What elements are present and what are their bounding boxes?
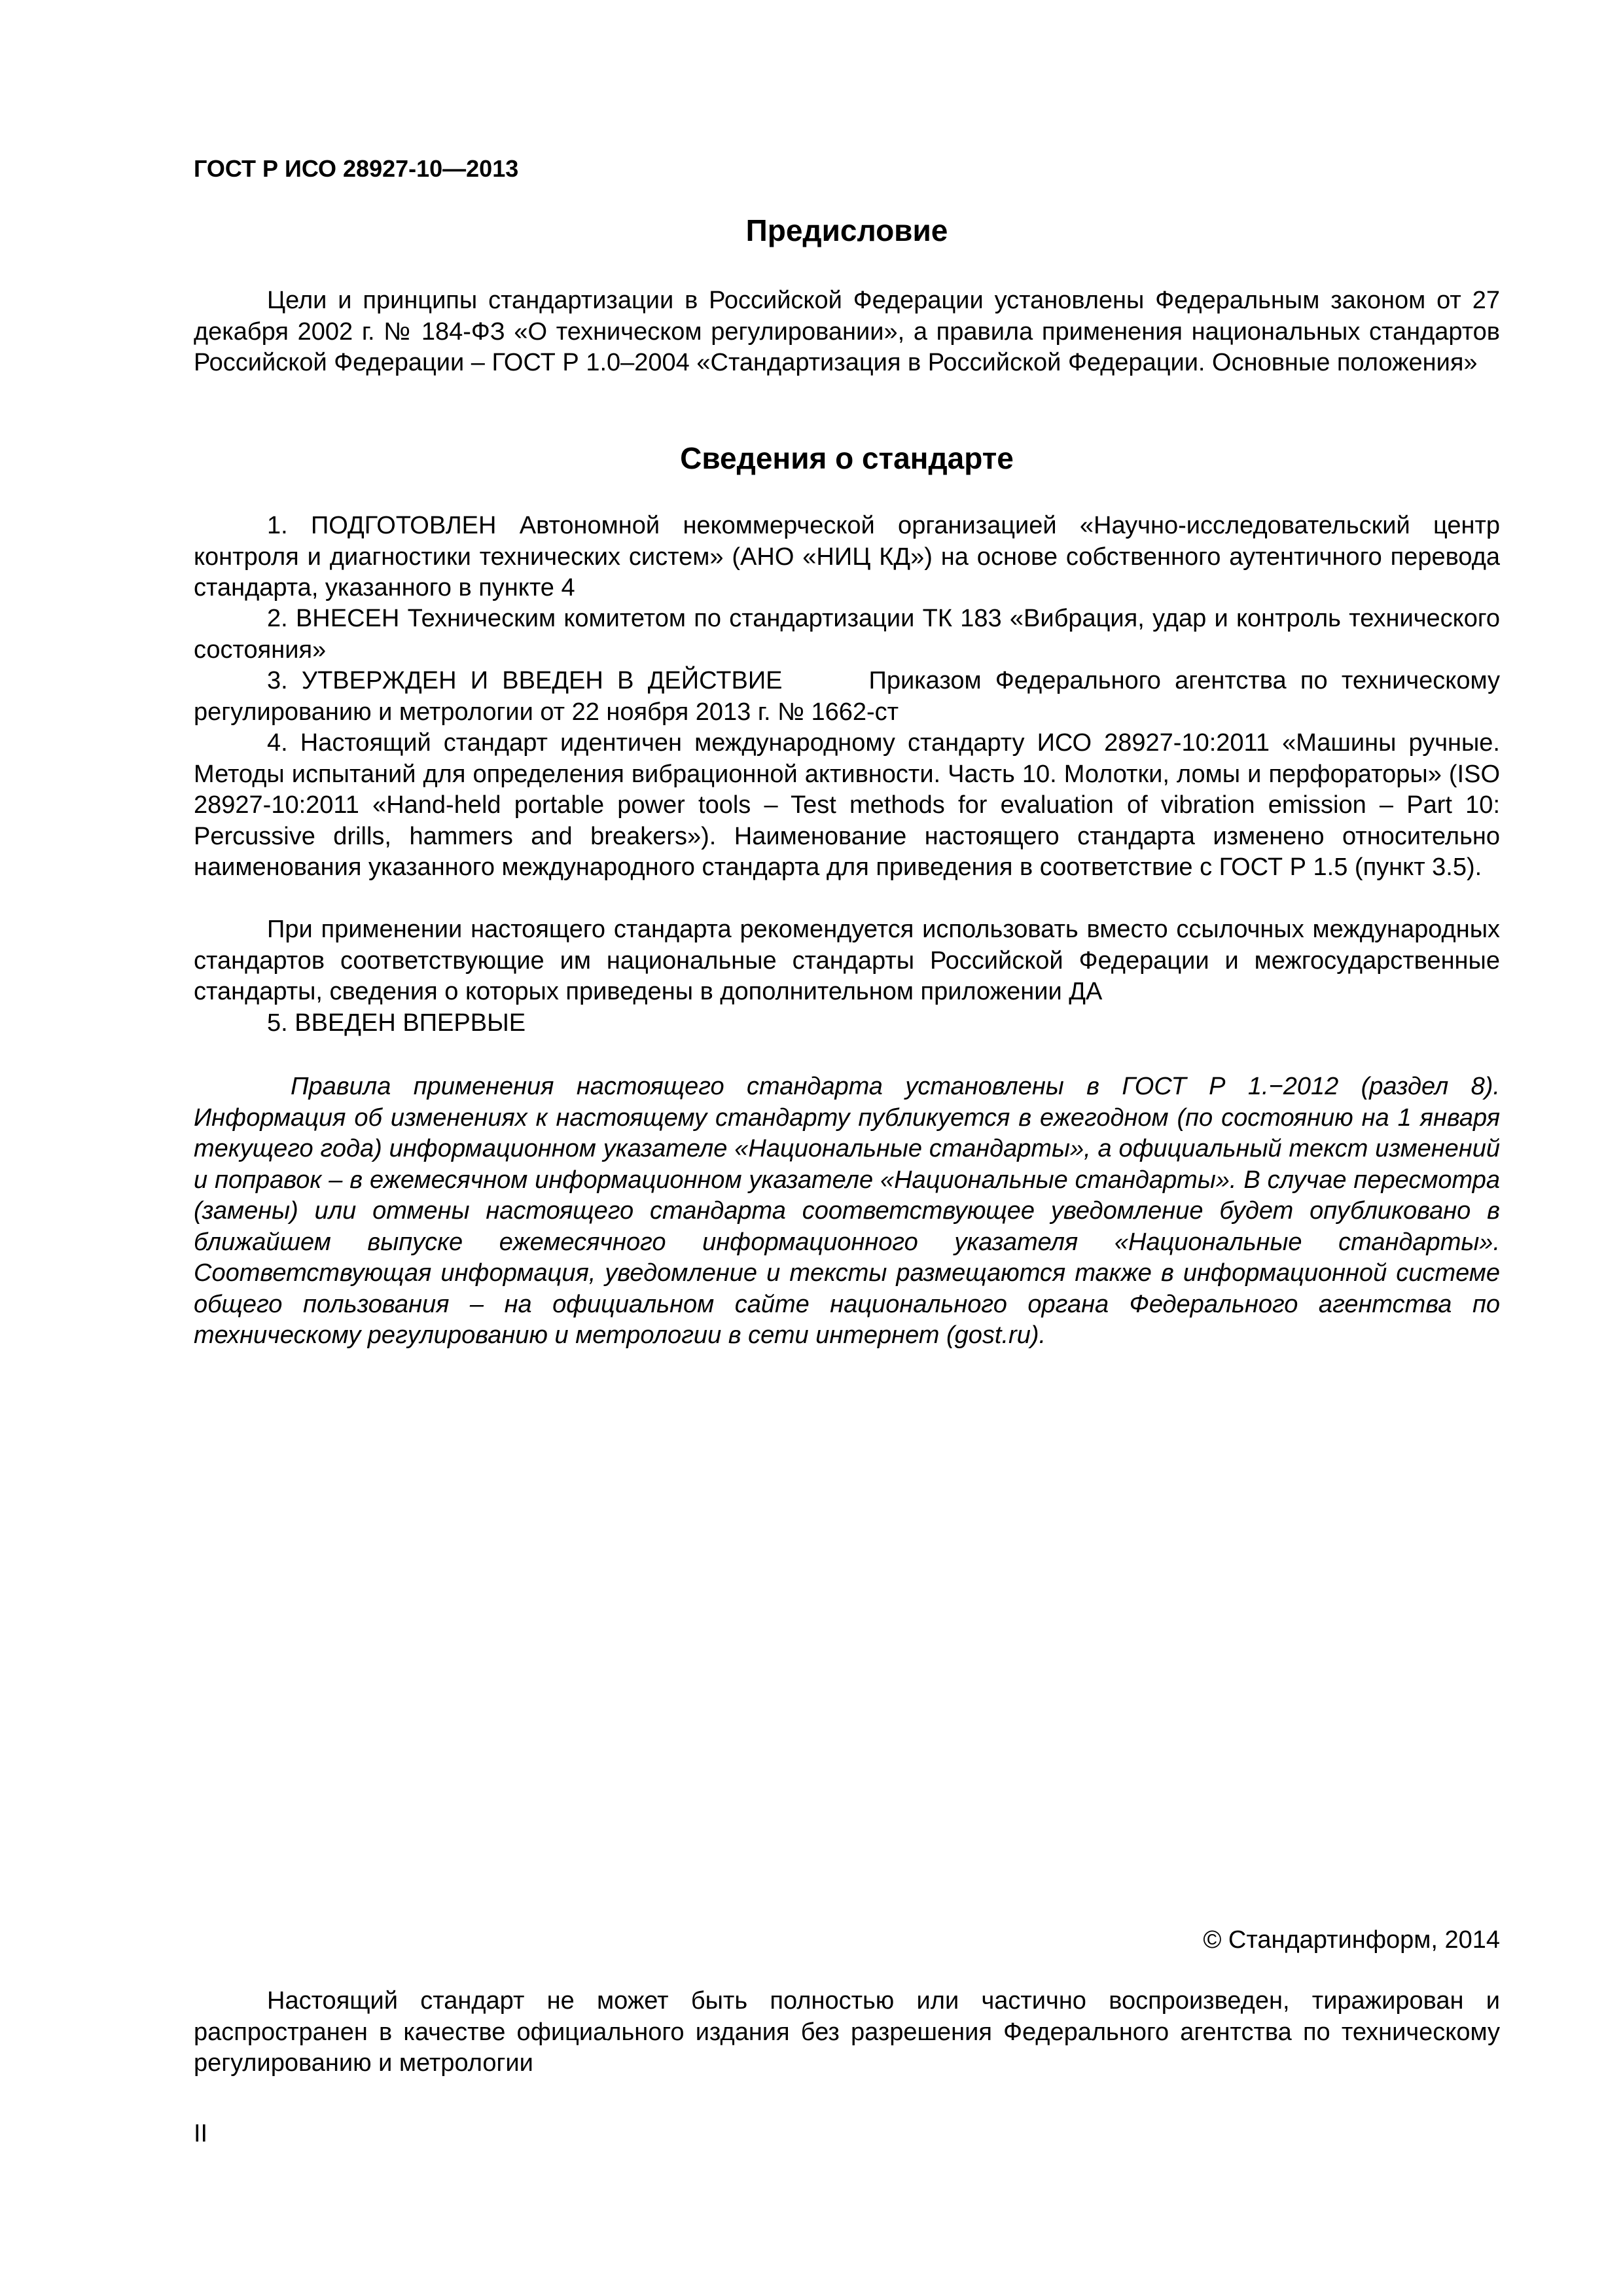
- application-rules-note: Правила применения настоящего стандарта установлены в ГОСТ Р 1.−2012 (раздел 8). Информация об изменениях к настоящему стандарту публикуется в ежегодном (по состоянию на 1 января текущего года) информационном указателе «Национальные стандарты», а официальный текст изменений и поправок – в ежемесячном информационном указателе «Национальные стандарты». В случае пересмотра (замены) или отмены настоящего стандарта соответствующее уведомление будет опубликовано в ближайшем выпуске ежемесячного информационного указателя «Национальные стандарты». Соответствующая информация, уведомление и тексты размещаются также в информационной системе общего пользования – на официальном сайте национального органа Федерального агентства по техническому регулированию и метрологии в сети интернет (gost.ru).: [194, 1073, 1500, 1349]
- page-number: II: [194, 2120, 208, 2147]
- reproduction-notice: Настоящий стандарт не может быть полностью или частично воспроизведен, тиражирован и распространен в качестве официального издания без разрешения Федерального агентства по техническому регулированию и метрологии: [194, 1987, 1500, 2077]
- info-item-approved-label: 3. УТВЕРЖДЕН И ВВЕДЕН В ДЕЙСТВИЕ: [267, 667, 783, 694]
- document-page: [194, 0, 1500, 2296]
- foreword-title: Предисловие: [745, 213, 948, 247]
- info-item-approved-text: Приказом Федерального агентства по техническому регулированию и метрологии от 22 ноября 2013 г. № 1662-ст: [194, 667, 1501, 726]
- info-item-approved: [194, 666, 1500, 728]
- info-item-submitted: 2. ВНЕСЕН Техническим комитетом по стандартизации ТК 183 «Вибрация, удар и контроль технического состояния»: [194, 605, 1500, 664]
- copyright-line: © Стандартинформ, 2014: [1203, 1926, 1500, 1954]
- info-item-references-note: При применении настоящего стандарта рекомендуется использовать вместо ссылочных международных стандартов соответствующие им национальные стандарты Российской Федерации и межгосударственные стандарты, сведения о которых приведены в дополнительном приложении ДА: [194, 916, 1500, 1005]
- standard-code-header: ГОСТ Р ИСО 28927-10—2013: [194, 155, 519, 182]
- standard-info-title: Сведения о стандарте: [680, 441, 1014, 475]
- info-item-first-introduced: 5. ВВЕДЕН ВПЕРВЫЕ: [267, 1009, 526, 1037]
- info-item-prepared: 1. ПОДГОТОВЛЕН Автономной некоммерческой организацией «Научно-исследовательский центр контроля и диагностики технических систем» (АНО «НИЦ КД») на основе собственного аутентичного перевода стандарта, указанного в пункте 4: [194, 512, 1500, 601]
- foreword-paragraph: Цели и принципы стандартизации в Российской Федерации установлены Федеральным законом от 27 декабря 2002 г. № 184-ФЗ «О техническом регулировании», а правила применения национальных стандартов Российской Федерации – ГОСТ Р 1.0–2004 «Стандартизация в Российской Федерации. Основные положения»: [194, 287, 1500, 376]
- info-item-identical: 4. Настоящий стандарт идентичен международному стандарту ИСО 28927-10:2011 «Машины ручные. Методы испытаний для определения вибрационной активности. Часть 10. Молотки, ломы и перфораторы» (ISO 28927-10:2011 «Hand-held portable power tools – Test methods for evaluation of vibration emission – Part 10: Percussive drills, hammers and breakers»). Наименование настоящего стандарта изменено относительно наименования указанного международного стандарта для приведения в соответствие с ГОСТ Р 1.5 (пункт 3.5).: [194, 729, 1500, 881]
